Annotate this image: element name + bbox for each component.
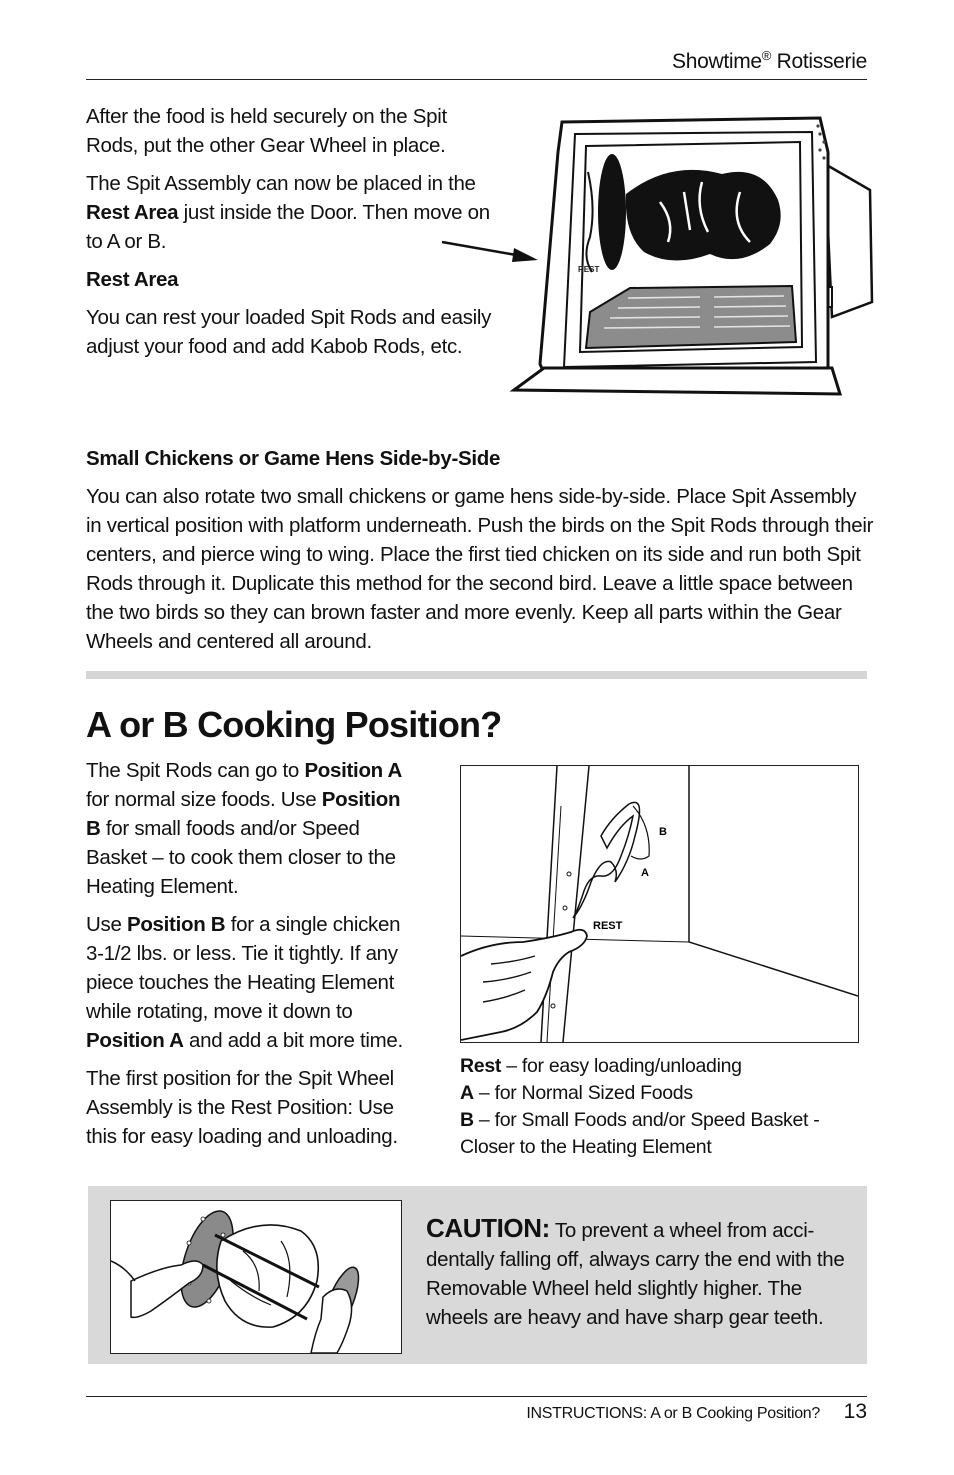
caption-rest: Rest – for easy loading/unloading <box>460 1055 742 1077</box>
caution-panel <box>88 1186 867 1364</box>
hens-section <box>86 444 876 656</box>
caption-b: B – for Small Foods and/or Speed Basket - Closer to the Heating Element <box>460 1109 820 1158</box>
rest-label: REST <box>578 265 600 274</box>
position-b-label: B <box>659 826 667 838</box>
footer-rule <box>86 1396 867 1397</box>
hens-heading: Small Chickens or Game Hens Side-by-Side <box>86 447 501 470</box>
position-paragraph-1: The Spit Rods can go to Position A for normal size foods. Use Position B for small foods and/or Speed Basket – to cook them closer to the Heating Element. <box>86 759 403 898</box>
arrow-icon <box>442 242 538 262</box>
footer-section-label: INSTRUCTIONS: A or B Cooking Position? <box>526 1405 820 1422</box>
caution-text: CAUTION: To prevent a wheel from acci-dentally falling off, always carry the end with the Removable Wheel held slightly higher. The wheels are heavy and have sharp gear teeth. <box>426 1213 845 1329</box>
position-paragraph-3: The first position for the Spit Wheel Assembly is the Rest Position: Use this for easy loading and unloading. <box>86 1067 398 1148</box>
caution-label: CAUTION: <box>426 1213 550 1243</box>
page-title: A or B Cooking Position? <box>86 704 502 745</box>
intro-paragraph-1: After the food is held securely on the Spit Rods, put the other Gear Wheel in place. <box>86 105 447 157</box>
rest-position-label: REST <box>593 920 623 932</box>
page-number: 13 <box>843 1400 867 1423</box>
rest-area-heading: Rest Area <box>86 268 179 291</box>
rotisserie-oven-illustration <box>440 112 880 402</box>
position-caption <box>460 1053 860 1161</box>
position-column <box>86 756 416 1151</box>
header-rule <box>86 79 867 80</box>
caution-illustration-frame <box>110 1200 402 1354</box>
intro-paragraph-2: The Spit Assembly can now be placed in the Rest Area just inside the Door. Then move on to A or B. <box>86 172 490 253</box>
position-diagram <box>460 765 859 1043</box>
caption-a: A – for Normal Sized Foods <box>460 1082 693 1104</box>
intro-paragraph-3: You can rest your loaded Spit Rods and easily adjust your food and add Kabob Rods, etc. <box>86 306 492 358</box>
position-paragraph-2: Use Position B for a single chicken 3-1/2 lbs. or less. Tie it tightly. If any piece touches the Heating Element while rotating, move it down to Position A and add a bit more time. <box>86 913 403 1052</box>
position-slot-illustration <box>461 766 858 1042</box>
position-a-label: A <box>641 867 649 879</box>
carry-wheel-illustration <box>111 1201 401 1353</box>
section-divider <box>86 671 867 679</box>
running-header: Showtime® Rotisserie <box>671 48 867 73</box>
intro-column <box>86 102 496 361</box>
hens-body: You can also rotate two small chickens or game hens side-by-side. Place Spit Assembly in vertical position with platform underneath. Push the birds on the Spit Rods through their centers, and pierce wing to wing. Place the first tied chicken on its side and run both Spit Rods through it. Duplicate this method for the second bird. Leave a little space between the two birds so they can brown faster and more evenly. Keep all parts within the Gear Wheels and centered all around. <box>86 485 874 653</box>
